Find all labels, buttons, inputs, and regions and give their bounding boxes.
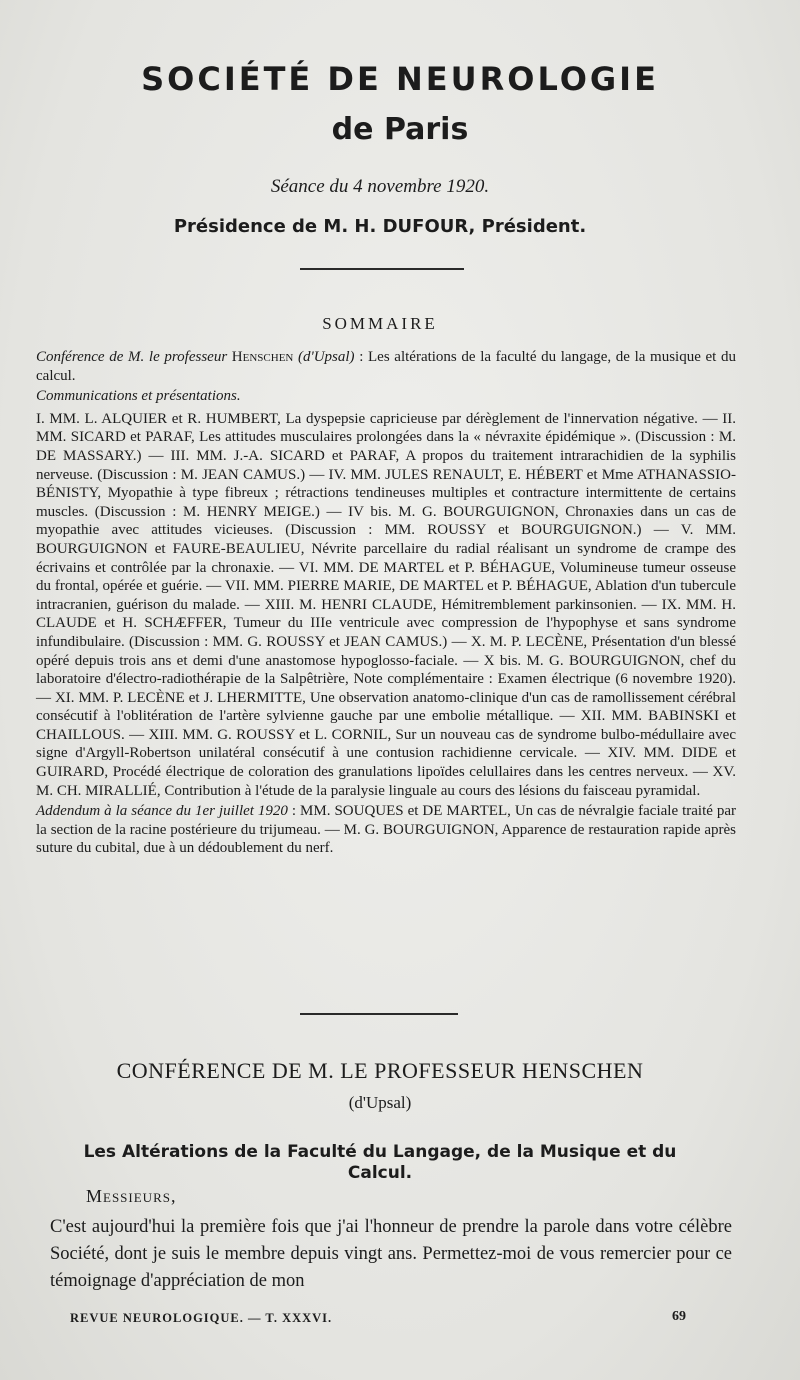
journal-footer: REVUE NEUROLOGIQUE. — T. XXXVI. xyxy=(70,1311,333,1325)
summary-body xyxy=(36,348,736,858)
summary-items: I. MM. L. ALQUIER et R. HUMBERT, La dyspepsie capricieuse par dérèglement de l'innervation négative. — II. MM. SICARD et PARAF, Les attitudes musculaires prolongées dans la « névraxite épidémique ». (Discussion : M. DE MASSARY.) — III. MM. J.-A. SICARD et PARAF, A propos du traitement intrarachidien de la syphilis nerveuse. (Discussion : M. JEAN CAMUS.) — IV. MM. JULES RENAULT, E. HÉBERT et Mme ATHANASSIO-BÉNISTY, Myopathie à type fibreux ; rétractions tendineuses multiples et contracture intermittente de certains muscles. (Discussion : M. HENRY MEIGE.) — IV bis. M. G. BOURGUIGNON, Chronaxies dans un cas de myopathie avec attitudes vicieuses. (Discussion : MM. ROUSSY et BOURGUIGNON.) — V. MM. BOURGUIGNON et FAURE-BEAULIEU, Névrite parcellaire du radial réalisant un syndrome de crampe des écrivains et contrôlée par la chronaxie. — VI. MM. DE MARTEL et P. BÉHAGUE, Volumineuse tumeur osseuse du frontal, opérée et guérie. — VII. MM. PIERRE MARIE, DE MARTEL et P. BÉHAGUE, Ablation d'un tubercule intracranien, guérison du malade. — XIII. M. HENRI CLAUDE, Hémitremblement parkinsonien. — IX. MM. H. CLAUDE et H. SCHÆFFER, Tumeur du IIIe ventricule avec compression de l'hypophyse et sans syndrome infundibulaire. (Discussion : MM. G. ROUSSY et JEAN CAMUS.) — X. M. P. LECÈNE, Présentation d'un blessé opéré depuis trois ans et demi d'une anastomose hypoglosso-faciale. — X bis. M. G. BOURGUIGNON, chef du laboratoire d'électro-radiothérapie de la Salpêtrière, Note complémentaire : Examen électrique (6 novembre 1920). — XI. MM. P. LECÈNE et J. LHERMITTE, Une observation anatomo-clinique d'un cas de ramollissement cérébral consécutif à l'oblitération de l'artère sylvienne gauche par une embolie métallique. — XII. MM. BABINSKI et CHAILLOUS. — XIII. MM. G. ROUSSY et L. CORNIL, Sur un nouveau cas de syndrome bulbo-médullaire avec signe d'Argyll-Robertson unilatéral consécutif à une contusion rachidienne cervicale. — XIV. MM. DIDE et GUIRARD, Procédé électrique de coloration des granulations lipoïdes celullaires dans les centres nerveux. — XV. M. CH. MIRALLIÉ, Contribution à l'étude de la paralysie linguale au cours des lésions du faisceau pyramidal. xyxy=(36,410,736,799)
conference-title: CONFÉRENCE DE M. LE PROFESSEUR HENSCHEN xyxy=(116,1058,644,1083)
addendum-label: Addendum à la séance du 1er juillet 1920 xyxy=(36,803,288,820)
divider-bottom xyxy=(300,1013,458,1015)
society-city: de Paris xyxy=(331,112,469,147)
conference-topic: : Les altérations de la faculté du langage, de la musique et du calcul. xyxy=(36,349,736,384)
article-title: Les Altérations de la Faculté du Langage, de la Musique et du Calcul. xyxy=(83,1142,677,1183)
society-masthead: SOCIÉTÉ DE NEUROLOGIE xyxy=(141,60,659,98)
conference-speaker: Henschen xyxy=(231,349,294,365)
summary-addendum xyxy=(36,802,736,858)
divider-top xyxy=(300,268,464,270)
salutation: Messieurs, xyxy=(86,1186,177,1206)
conference-subtitle: (d'Upsal) xyxy=(348,1093,412,1112)
summary-conference xyxy=(36,348,736,385)
summary-heading: SOMMAIRE xyxy=(322,314,438,333)
addendum-text: : MM. SOUQUES et DE MARTEL, Un cas de névralgie faciale traité par la section de la racine postérieure du trijumeau. — M. G. BOURGUIGNON, Apparence de restauration rapide après suture du cubital, due à un dédoublement du nerf. xyxy=(36,803,737,857)
session-date: Séance du 4 novembre 1920. xyxy=(270,176,490,197)
conference-label: Conférence de M. le professeur xyxy=(36,349,228,365)
presidency-line: Présidence de M. H. DUFOUR, Président. xyxy=(173,216,587,237)
communications-label: Communications et présentations. xyxy=(36,388,241,405)
conference-place: (d'Upsal) xyxy=(298,349,355,365)
page-number: 69 xyxy=(672,1309,686,1324)
article-body: C'est aujourd'hui la première fois que j'ai l'honneur de prendre la parole dans votre célèbre Société, dont je suis le membre depuis vingt ans. Permettez-moi de vous remercier pour ce témoignage d'appréciation de mon xyxy=(50,1217,732,1291)
